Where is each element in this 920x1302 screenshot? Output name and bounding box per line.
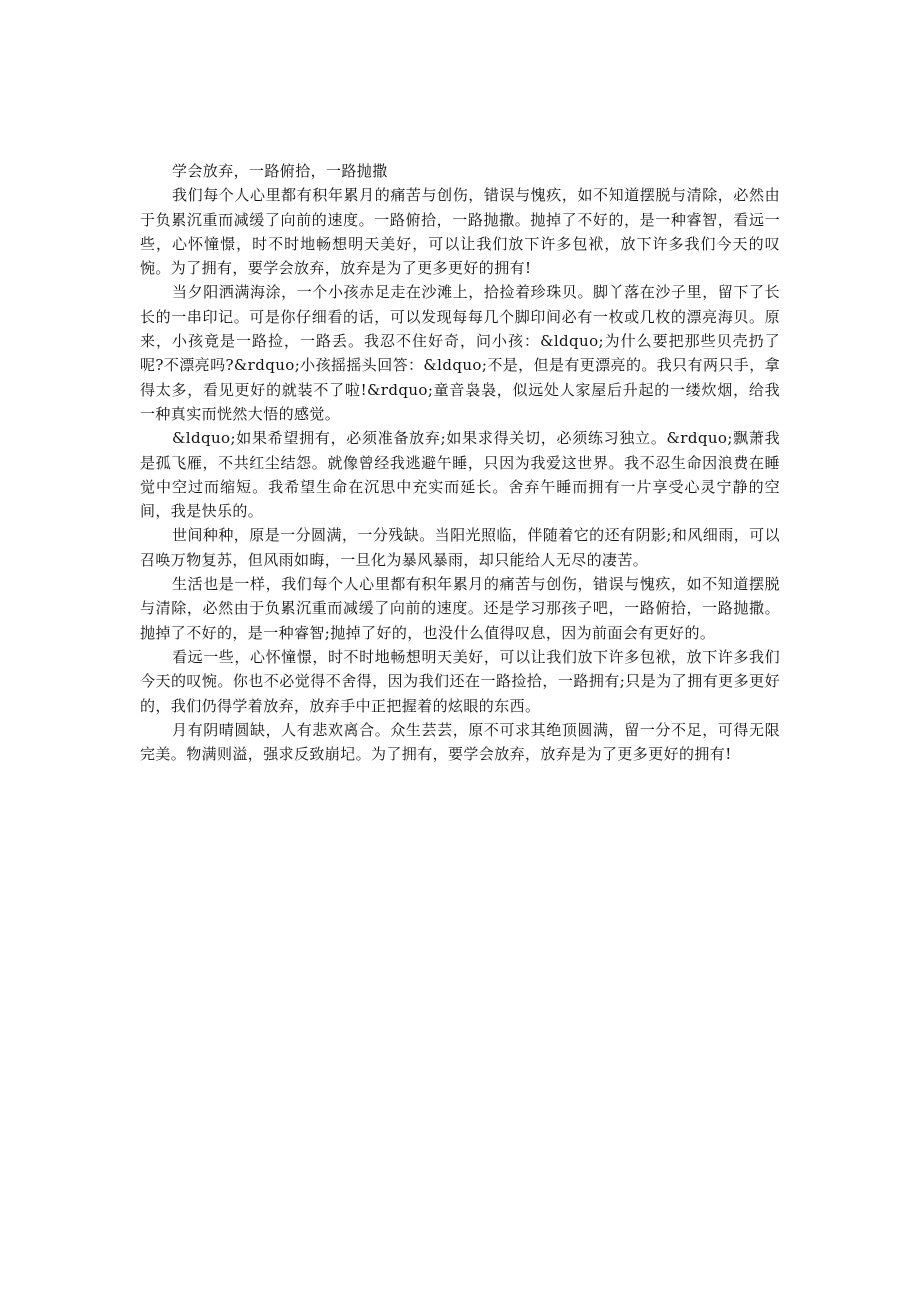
document-body	[140, 159, 780, 766]
paragraph-6: 看远一些，心怀憧憬，时不时地畅想明天美好，可以让我们放下许多包袱，放下许多我们今天的叹惋。你也不必觉得不舍得，因为我们还在一路捡拾，一路拥有;只是为了拥有更多更好的，我们仍得学着放弃，放弃手中正把握着的炫眼的东西。	[140, 647, 780, 715]
paragraph-4: 世间种种，原是一分圆满，一分残缺。当阳光照临，伴随着它的还有阴影;和风细雨，可以召唤万物复苏，但风雨如晦，一旦化为暴风暴雨，却只能给人无尽的凄苦。	[140, 526, 780, 569]
paragraph-3: &ldquo;如果希望拥有，必须准备放弃;如果求得关切，必须练习独立。&rdquo;飘萧我是孤飞雁，不共红尘结怨。就像曾经我逃避午睡，只因为我爱这世界。我不忍生命因浪费在睡觉中空过而缩短。我希望生命在沉思中充实而延长。舍弃午睡而拥有一片享受心灵宁静的空间，我是快乐的。	[140, 429, 780, 521]
paragraph-1: 我们每个人心里都有积年累月的痛苦与创伤，错误与愧疚，如不知道摆脱与清除，必然由于负累沉重而减缓了向前的速度。一路俯拾，一路抛撒。抛掉了不好的，是一种睿智，看远一些，心怀憧憬，时不时地畅想明天美好，可以让我们放下许多包袱，放下许多我们今天的叹惋。为了拥有，要学会放弃，放弃是为了更多更好的拥有!	[140, 186, 780, 278]
paragraph-7: 月有阴晴圆缺，人有悲欢离合。众生芸芸，原不可求其绝顶圆满，留一分不足，可得无限完美。物满则溢，强求反致崩圮。为了拥有，要学会放弃，放弃是为了更多更好的拥有!	[140, 720, 780, 764]
document-title: 学会放弃，一路俯拾，一路抛撒	[172, 162, 388, 180]
paragraph-2: 当夕阳洒满海涂，一个小孩赤足走在沙滩上，拾捡着珍珠贝。脚丫落在沙子里，留下了长长的一串印记。可是你仔细看的话，可以发现每每几个脚印间必有一枚或几枚的漂亮海贝。原来，小孩竟是一路捡，一路丢。我忍不住好奇，问小孩：&ldquo;为什么要把那些贝壳扔了呢?不漂亮吗?&rdquo;小孩摇摇头回答：&ldquo;不是，但是有更漂亮的。我只有两只手，拿得太多，看见更好的就装不了啦!&rdquo;童音袅袅，似远处人家屋后升起的一缕炊烟，给我一种真实而恍然大悟的感觉。	[140, 283, 780, 423]
paragraph-5: 生活也是一样，我们每个人心里都有积年累月的痛苦与创伤，错误与愧疚，如不知道摆脱与清除，必然由于负累沉重而减缓了向前的速度。还是学习那孩子吧，一路俯拾，一路抛撒。抛掉了不好的，是一种睿智;抛掉了好的，也没什么值得叹息，因为前面会有更好的。	[140, 575, 780, 642]
